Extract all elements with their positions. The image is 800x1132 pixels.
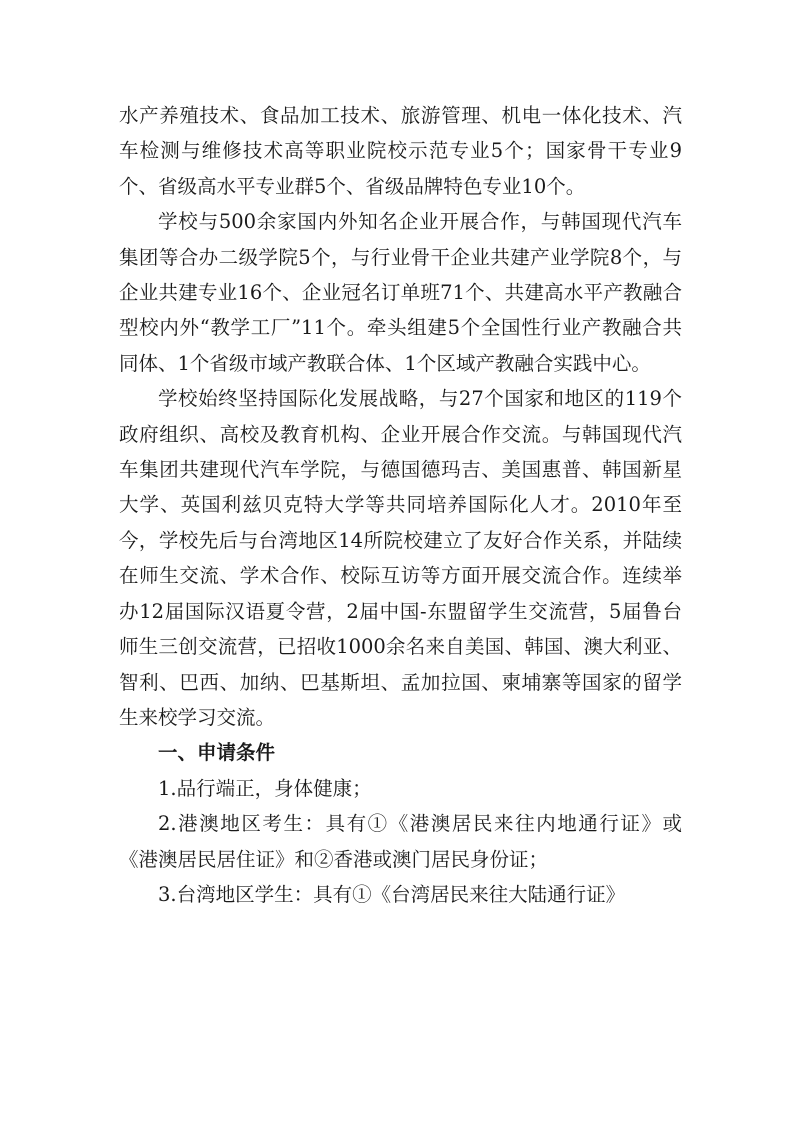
paragraph-majors: 水产养殖技术、食品加工技术、旅游管理、机电一体化技术、汽车检测与维修技术高等职业院校示范专业5个；国家骨干专业9个、省级高水平专业群5个、省级品牌特色专业10个。 <box>119 104 682 198</box>
section-heading-application-conditions: 一、申请条件 <box>158 741 276 765</box>
condition-item-1: 1.品行端正，身体健康； <box>158 776 372 800</box>
paragraph-enterprise-cooperation: 学校与500余家国内外知名企业开展合作，与韩国现代汽车集团等合办二级学院5个，与行业骨干企业共建产业学院8个，与企业共建专业16个、企业冠名订单班71个、共建高水平产教融合型校内外“教学工厂”11个。牵头组建5个全国性行业产教融合共同体、1个省级市域产教联合体、1个区域产教融合实践中心。 <box>119 210 682 375</box>
condition-item-2: 2.港澳地区考生：具有①《港澳居民来往内地通行证》或《港澳居民居住证》和②香港或澳门居民身份证； <box>119 812 682 871</box>
condition-item-3: 3.台湾地区学生：具有①《台湾居民来往大陆通行证》 <box>158 882 626 906</box>
document-body <box>119 98 682 912</box>
paragraph-international-strategy: 学校始终坚持国际化发展战略，与27个国家和地区的119个政府组织、高校及教育机构、企业开展合作交流。与韩国现代汽车集团共建现代汽车学院，与德国德玛吉、美国惠普、韩国新星大学、英国利兹贝克特大学等共同培养国际化人才。2010年至今，学校先后与台湾地区14所院校建立了友好合作关系，并陆续在师生交流、学术合作、校际互访等方面开展交流合作。连续举办12届国际汉语夏令营，2届中国-东盟留学生交流营，5届鲁台师生三创交流营，已招收1000余名来自美国、韩国、澳大利亚、智利、巴西、加纳、巴基斯坦、孟加拉国、柬埔寨等国家的留学生来校学习交流。 <box>119 387 682 729</box>
